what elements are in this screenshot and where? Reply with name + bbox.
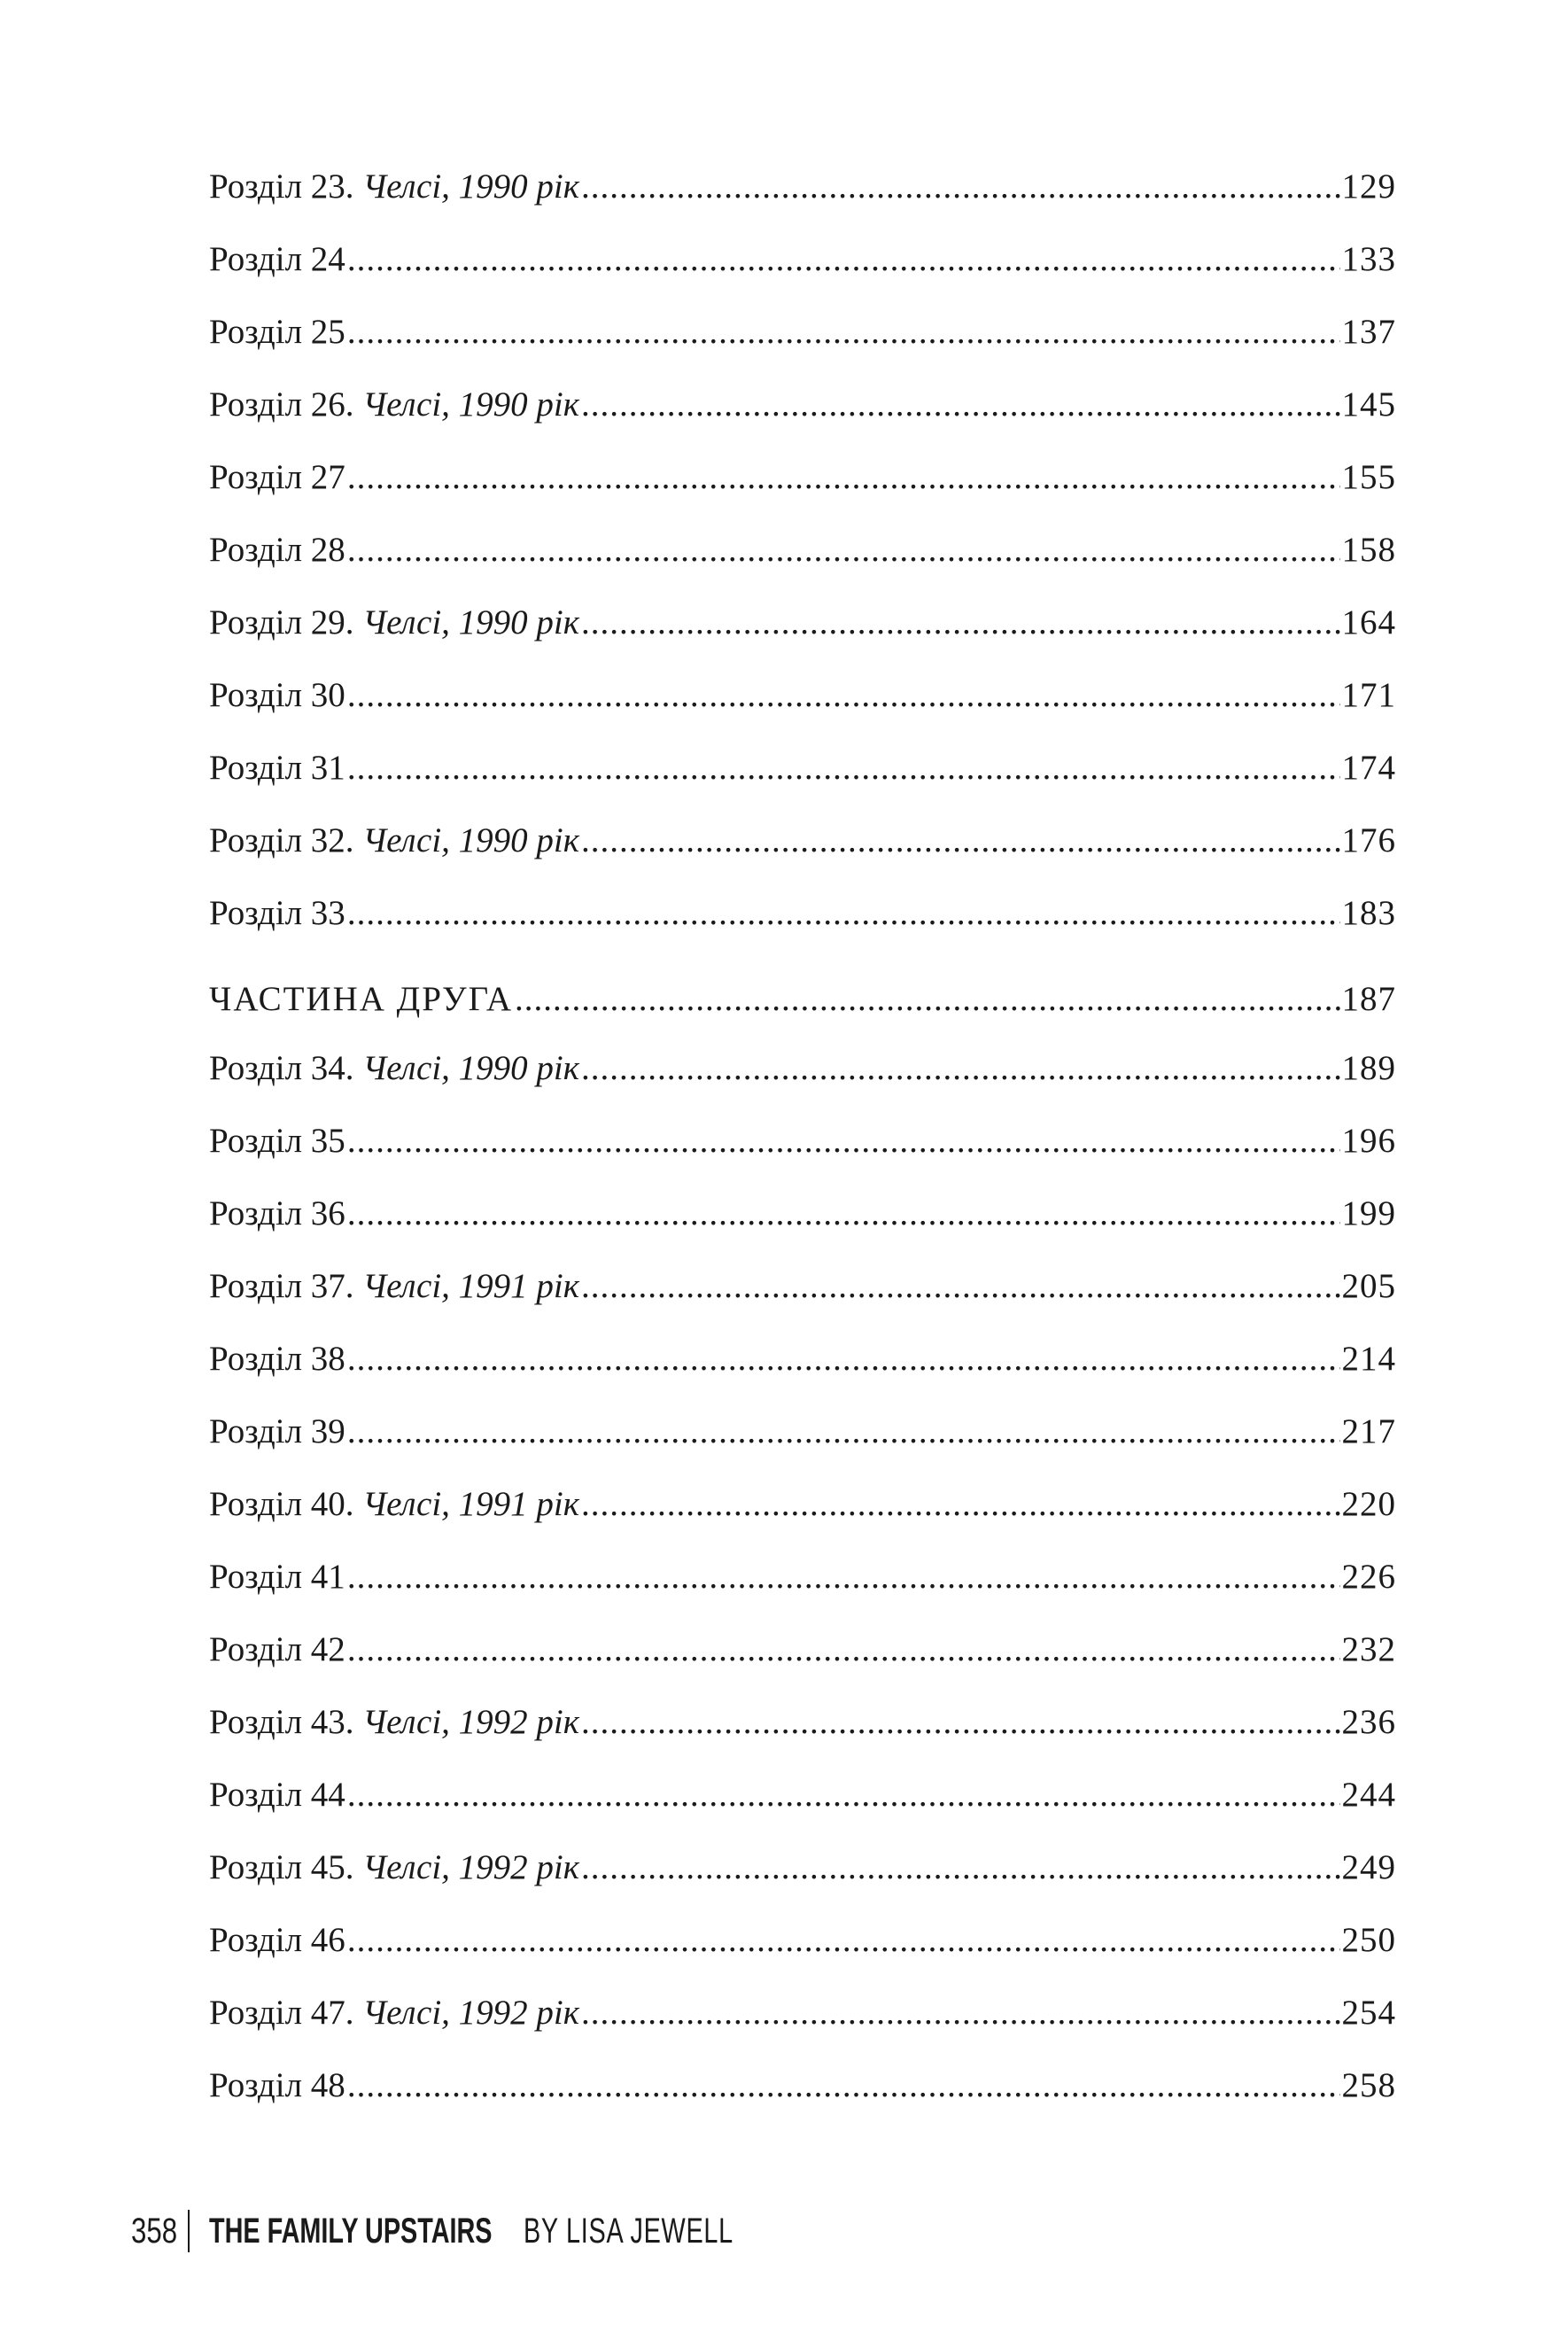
toc-entry xyxy=(209,369,1396,441)
toc-entry-page-number: 214 xyxy=(1341,1340,1396,1378)
toc-entry-title: Розділ 37. xyxy=(209,1267,354,1305)
dot-leader xyxy=(347,1396,1340,1468)
toc-entry-subtitle: Челсі, 1990 рік xyxy=(362,603,579,641)
dot-leader xyxy=(581,151,1340,223)
toc-entry xyxy=(209,1468,1396,1541)
toc-entry-page-number: 129 xyxy=(1341,167,1396,206)
toc-entry-page-number: 199 xyxy=(1341,1194,1396,1232)
toc-entry-subtitle: Челсі, 1992 рік xyxy=(362,1848,579,1886)
toc-entry-title: Розділ 40. xyxy=(209,1485,354,1523)
toc-entry-page-number: 189 xyxy=(1341,1049,1396,1087)
toc-entry xyxy=(209,1904,1396,1977)
toc-entry-page-number: 155 xyxy=(1341,458,1396,496)
toc-entry-page-number: 254 xyxy=(1341,1994,1396,2032)
toc-entry-title: Розділ 25 xyxy=(209,313,345,351)
toc-entry xyxy=(209,1032,1396,1105)
toc-entry xyxy=(209,1178,1396,1250)
dot-leader xyxy=(347,732,1340,805)
dot-leader xyxy=(347,1323,1340,1396)
book-title: THE FAMILY UPSTAIRS xyxy=(209,2211,493,2251)
toc-entry-title: Розділ 44 xyxy=(209,1776,345,1814)
toc-entry xyxy=(209,1323,1396,1396)
toc-entry-title: Розділ 32. xyxy=(209,821,354,859)
toc-entry-page-number: 250 xyxy=(1341,1921,1396,1959)
toc-entry xyxy=(209,877,1396,950)
page-number: 358 xyxy=(131,2211,178,2251)
dot-leader xyxy=(347,877,1340,950)
toc-entry xyxy=(209,805,1396,877)
toc-entry-page-number: 137 xyxy=(1341,313,1396,351)
toc-entry-title: Розділ 35 xyxy=(209,1122,345,1160)
toc-entry xyxy=(209,151,1396,223)
dot-leader xyxy=(347,1105,1340,1178)
toc-entry xyxy=(209,1541,1396,1613)
toc-entry-title: Розділ 24 xyxy=(209,240,345,278)
dot-leader xyxy=(347,1541,1340,1613)
toc-entry-subtitle: Челсі, 1990 рік xyxy=(362,1049,579,1087)
dot-leader xyxy=(347,1904,1340,1977)
dot-leader xyxy=(581,1686,1340,1759)
toc-entry-title: Розділ 27 xyxy=(209,458,345,496)
toc-entry-title: Розділ 41 xyxy=(209,1558,345,1596)
toc-entry-subtitle: Челсі, 1991 рік xyxy=(362,1267,579,1305)
toc-entry-title: Розділ 23. xyxy=(209,167,354,206)
toc-entry-title: Розділ 34. xyxy=(209,1049,354,1087)
dot-leader xyxy=(347,1759,1340,1831)
dot-leader xyxy=(581,1977,1340,2049)
toc-entry-subtitle: Челсі, 1990 рік xyxy=(362,167,579,206)
toc-entry-page-number: 145 xyxy=(1341,385,1396,424)
toc-entry-subtitle: Челсі, 1991 рік xyxy=(362,1485,579,1523)
toc-entry xyxy=(209,1396,1396,1468)
toc-entry-page-number: 226 xyxy=(1341,1558,1396,1596)
toc-entry xyxy=(209,1977,1396,2049)
book-author: BY LISA JEWELL xyxy=(524,2211,734,2251)
toc-entry-title: Розділ 42 xyxy=(209,1630,345,1668)
toc-entry-title: Розділ 39 xyxy=(209,1412,345,1450)
toc-entry-title: Розділ 28 xyxy=(209,531,345,569)
toc-entry-page-number: 187 xyxy=(1341,980,1396,1018)
toc-entry-page-number: 174 xyxy=(1341,749,1396,787)
toc-entry-page-number: 205 xyxy=(1341,1267,1396,1305)
page-footer xyxy=(131,2206,789,2256)
toc-entry-subtitle: Челсі, 1990 рік xyxy=(362,821,579,859)
toc-entry-title: Розділ 48 xyxy=(209,2066,345,2104)
toc-entry-title: Розділ 26. xyxy=(209,385,354,424)
toc-entry xyxy=(209,296,1396,369)
toc-entry xyxy=(209,441,1396,514)
toc-entry-page-number: 176 xyxy=(1341,821,1396,859)
dot-leader xyxy=(347,296,1340,369)
toc-entry xyxy=(209,223,1396,296)
dot-leader xyxy=(347,2049,1340,2122)
toc-entry xyxy=(209,1250,1396,1323)
toc-entry-title: Розділ 47. xyxy=(209,1994,354,2032)
toc-entry-page-number: 217 xyxy=(1341,1412,1396,1450)
dot-leader xyxy=(347,1613,1340,1686)
toc-entry-title: Розділ 43. xyxy=(209,1703,354,1741)
dot-leader xyxy=(347,659,1340,732)
toc-entry-subtitle: Челсі, 1992 рік xyxy=(362,1994,579,2032)
dot-leader xyxy=(581,1831,1340,1904)
toc-entry xyxy=(209,1613,1396,1686)
toc-entry-page-number: 249 xyxy=(1341,1848,1396,1886)
toc-entry-subtitle: Челсі, 1992 рік xyxy=(362,1703,579,1741)
toc-entry xyxy=(209,1686,1396,1759)
toc-part-heading xyxy=(209,950,1396,1032)
toc-entry-title: Розділ 45. xyxy=(209,1848,354,1886)
dot-leader xyxy=(581,1250,1340,1323)
toc-entry xyxy=(209,732,1396,805)
toc-entry xyxy=(209,1105,1396,1178)
dot-leader xyxy=(581,1032,1340,1105)
toc-entry-page-number: 164 xyxy=(1341,603,1396,641)
toc-entry-page-number: 244 xyxy=(1341,1776,1396,1814)
toc-entry xyxy=(209,514,1396,587)
toc-entry-page-number: 232 xyxy=(1341,1630,1396,1668)
dot-leader xyxy=(581,805,1340,877)
dot-leader xyxy=(581,587,1340,659)
toc-entry-title: Розділ 30 xyxy=(209,676,345,714)
toc-entry-page-number: 158 xyxy=(1341,531,1396,569)
toc-entry-title: Розділ 31 xyxy=(209,749,345,787)
dot-leader xyxy=(581,369,1340,441)
toc-entry xyxy=(209,587,1396,659)
toc-entry xyxy=(209,1831,1396,1904)
toc-entry-title: Розділ 29. xyxy=(209,603,354,641)
toc-entry-page-number: 183 xyxy=(1341,894,1396,932)
dot-leader xyxy=(347,1178,1340,1250)
toc-entry-subtitle: Челсі, 1990 рік xyxy=(362,385,579,424)
toc-entry-page-number: 133 xyxy=(1341,240,1396,278)
toc-entry-title: Розділ 38 xyxy=(209,1340,345,1378)
toc-entry-title: Розділ 33 xyxy=(209,894,345,932)
toc-entry-page-number: 196 xyxy=(1341,1122,1396,1160)
toc-entry-page-number: 220 xyxy=(1341,1485,1396,1523)
toc-entry xyxy=(209,2049,1396,2122)
dot-leader xyxy=(347,223,1340,296)
toc-entry-title: Розділ 46 xyxy=(209,1921,345,1959)
toc-entry-title: ЧАСТИНА ДРУГА xyxy=(209,980,514,1018)
dot-leader xyxy=(347,441,1340,514)
dot-leader xyxy=(347,514,1340,587)
footer-separator xyxy=(188,2210,190,2252)
toc-entry-page-number: 258 xyxy=(1341,2066,1396,2104)
dot-leader xyxy=(581,1468,1340,1541)
toc-entry-title: Розділ 36 xyxy=(209,1194,345,1232)
table-of-contents xyxy=(209,151,1396,2122)
toc-entry xyxy=(209,1759,1396,1831)
toc-entry-page-number: 171 xyxy=(1341,676,1396,714)
toc-entry-page-number: 236 xyxy=(1341,1703,1396,1741)
toc-entry xyxy=(209,659,1396,732)
